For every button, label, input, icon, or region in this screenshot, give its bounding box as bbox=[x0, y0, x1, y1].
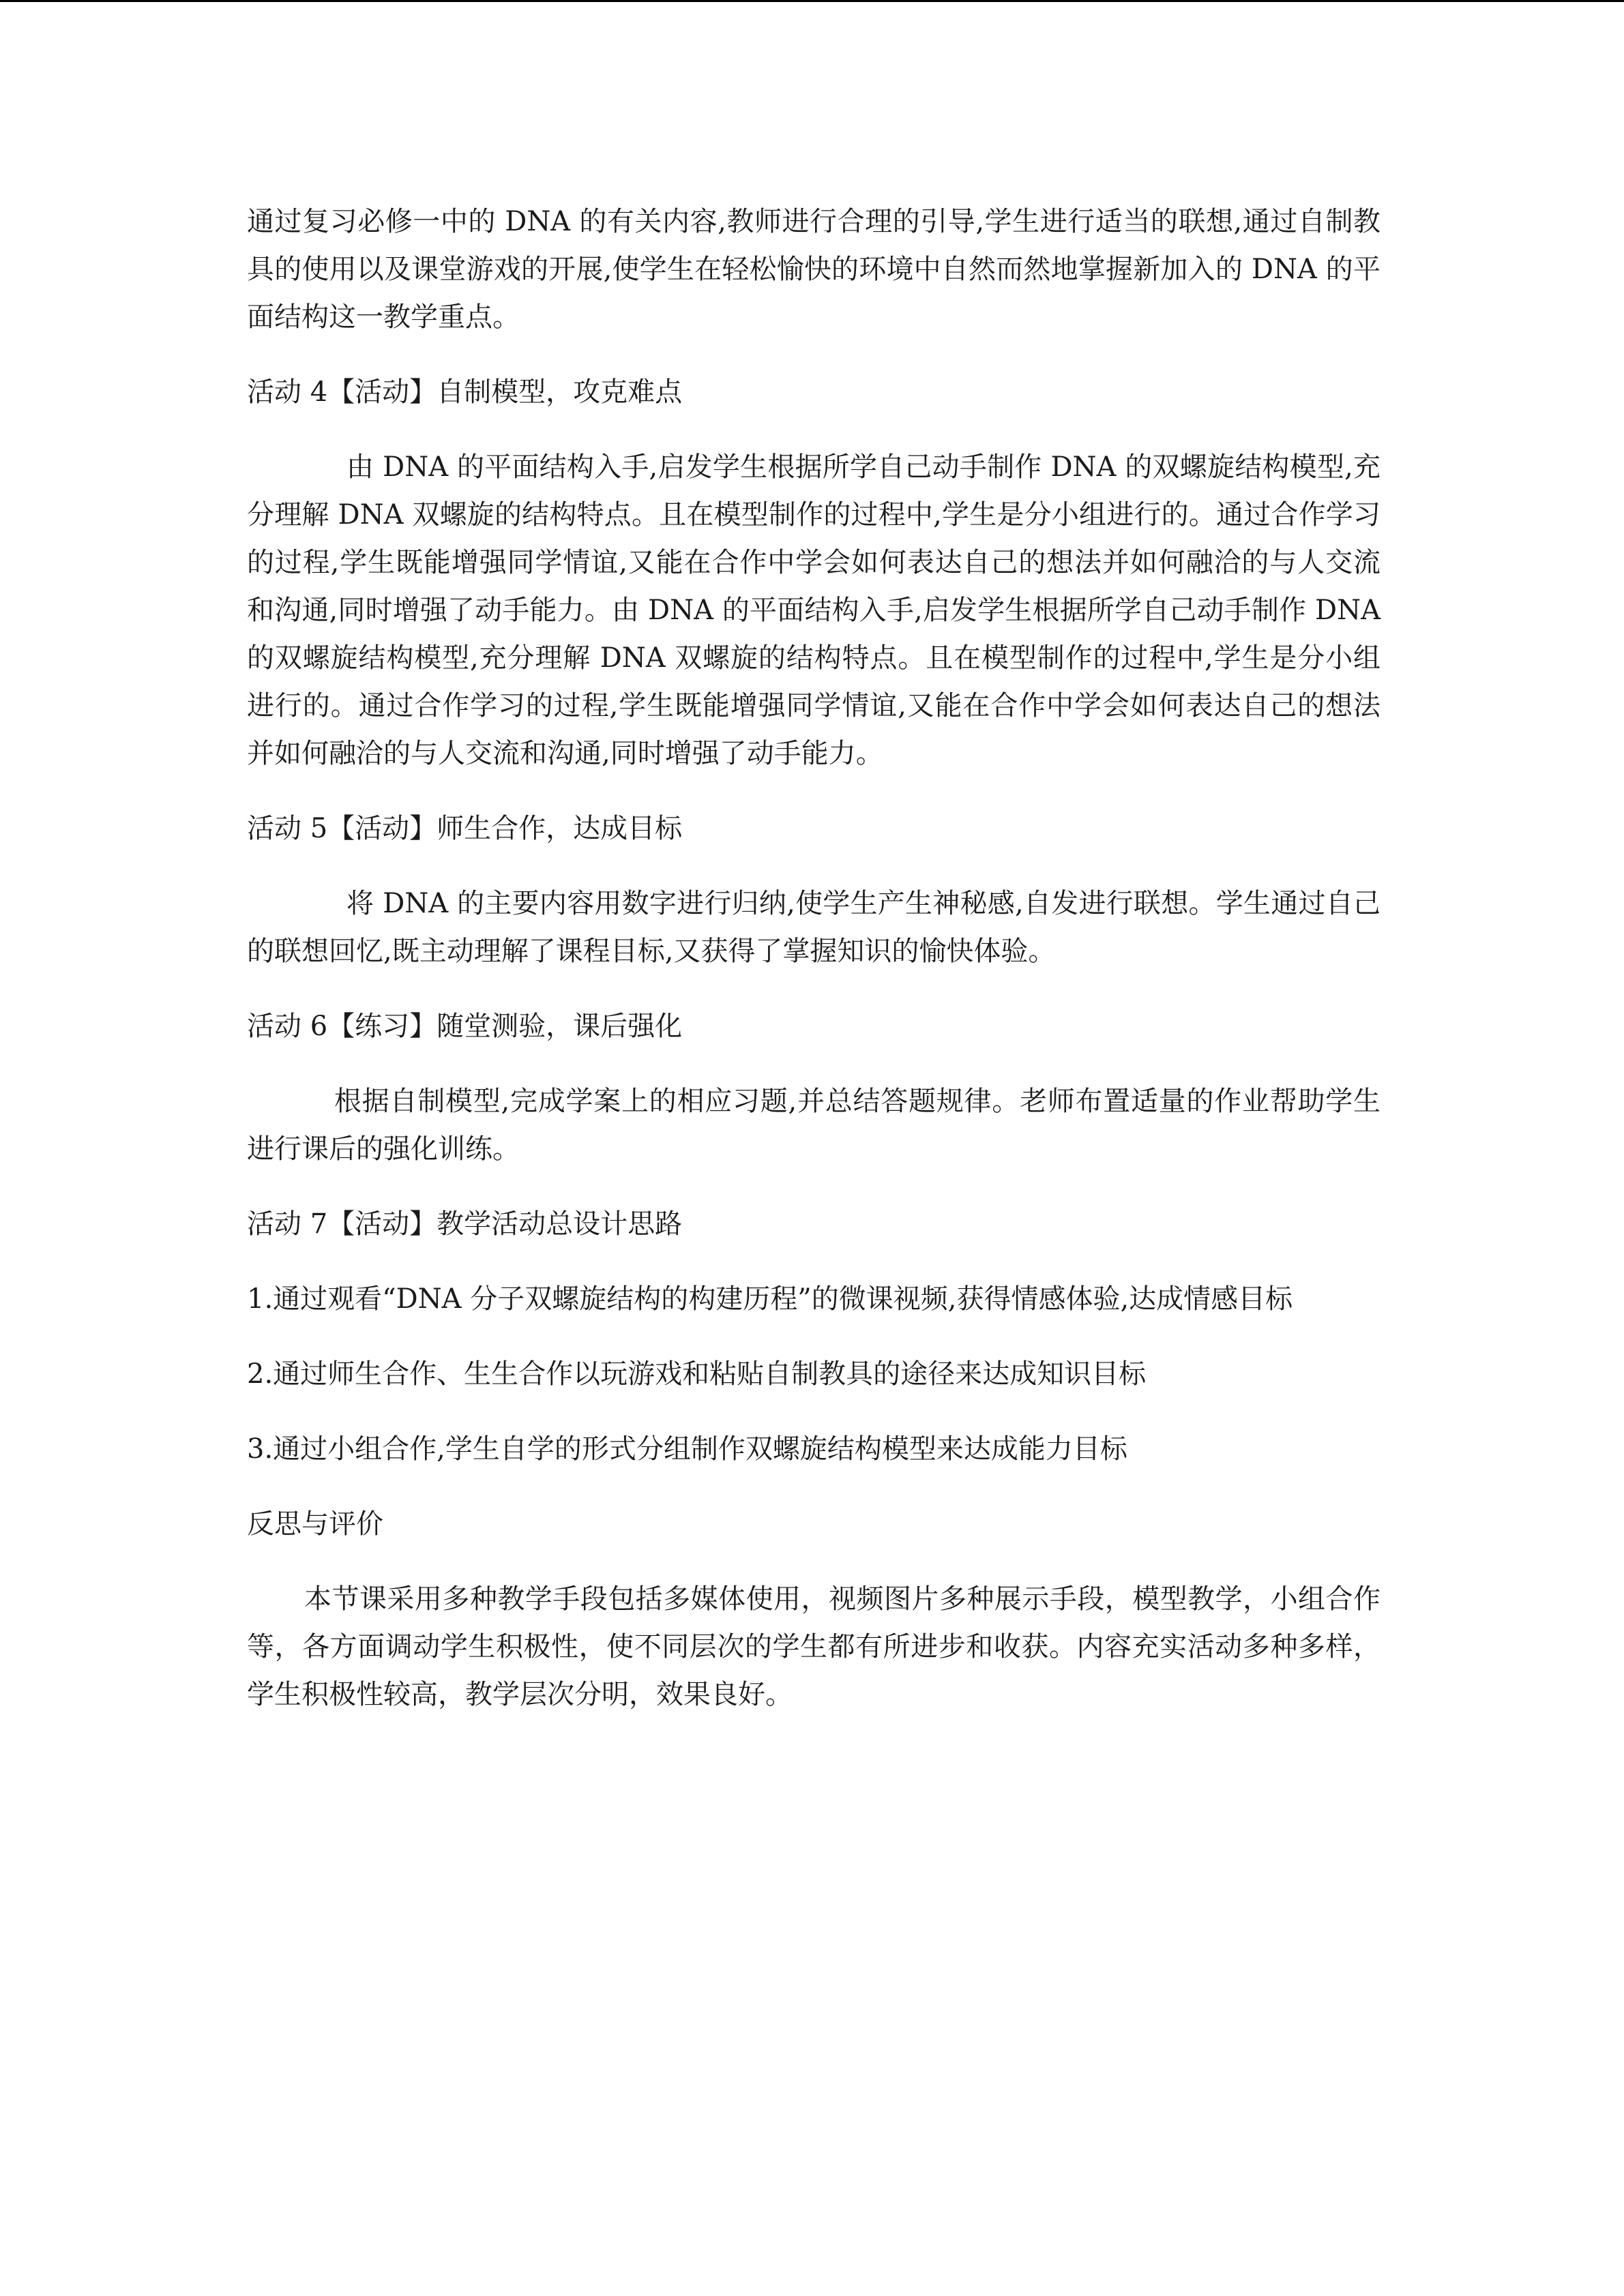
design-item-2: 2.通过师生合作、生生合作以玩游戏和粘贴自制教具的途径来达成知识目标 bbox=[247, 1358, 1147, 1390]
document-page bbox=[247, 198, 1381, 1718]
page-top-border bbox=[0, 0, 1624, 2]
activity-6-heading: 活动 6【练习】随堂测验，课后强化 bbox=[247, 1011, 683, 1042]
activity-5-heading: 活动 5【活动】师生合作，达成目标 bbox=[247, 813, 683, 844]
activity-5-body: 将 DNA 的主要内容用数字进行归纳,使学生产生神秘感,自发进行联想。学生通过自己的联想回忆,既主动理解了课程目标,又获得了掌握知识的愉快体验。 bbox=[247, 888, 1381, 967]
intro-paragraph: 通过复习必修一中的 DNA 的有关内容,教师进行合理的引导,学生进行适当的联想,通过自制教具的使用以及课堂游戏的开展,使学生在轻松愉快的环境中自然而然地掌握新加入的 DNA 的平面结构这一教学重点。 bbox=[247, 206, 1381, 333]
design-item-1: 1.通过观看“DNA 分子双螺旋结构的构建历程”的微课视频,获得情感体验,达成情感目标 bbox=[247, 1283, 1293, 1315]
reflection-heading: 反思与评价 bbox=[247, 1508, 383, 1540]
reflection-body: 本节课采用多种教学手段包括多媒体使用，视频图片多种展示手段，模型教学，小组合作等，各方面调动学生积极性，使不同层次的学生都有所进步和收获。内容充实活动多种多样，学生积极性较高，教学层次分明，效果良好。 bbox=[247, 1583, 1381, 1710]
design-item-3: 3.通过小组合作,学生自学的形式分组制作双螺旋结构模型来达成能力目标 bbox=[247, 1433, 1127, 1465]
activity-4-body: 由 DNA 的平面结构入手,启发学生根据所学自己动手制作 DNA 的双螺旋结构模型,充分理解 DNA 双螺旋的结构特点。且在模型制作的过程中,学生是分小组进行的。通过合作学习的过程,学生既能增强同学情谊,又能在合作中学会如何表达自己的想法并如何融洽的与人交流和沟通,同时增强了动手能力。由 DNA 的平面结构入手,启发学生根据所学自己动手制作 DNA 的双螺旋结构模型,充分理解 DNA 双螺旋的结构特点。且在模型制作的过程中,学生是分小组进行的。通过合作学习的过程,学生既能增强同学情谊,又能在合作中学会如何表达自己的想法并如何融洽的与人交流和沟通,同时增强了动手能力。 bbox=[247, 451, 1381, 769]
activity-4-heading: 活动 4【活动】自制模型，攻克难点 bbox=[247, 376, 683, 408]
activity-6-body: 根据自制模型,完成学案上的相应习题,并总结答题规律。老师布置适量的作业帮助学生进行课后的强化训练。 bbox=[247, 1086, 1381, 1165]
activity-7-heading: 活动 7【活动】教学活动总设计思路 bbox=[247, 1208, 683, 1240]
